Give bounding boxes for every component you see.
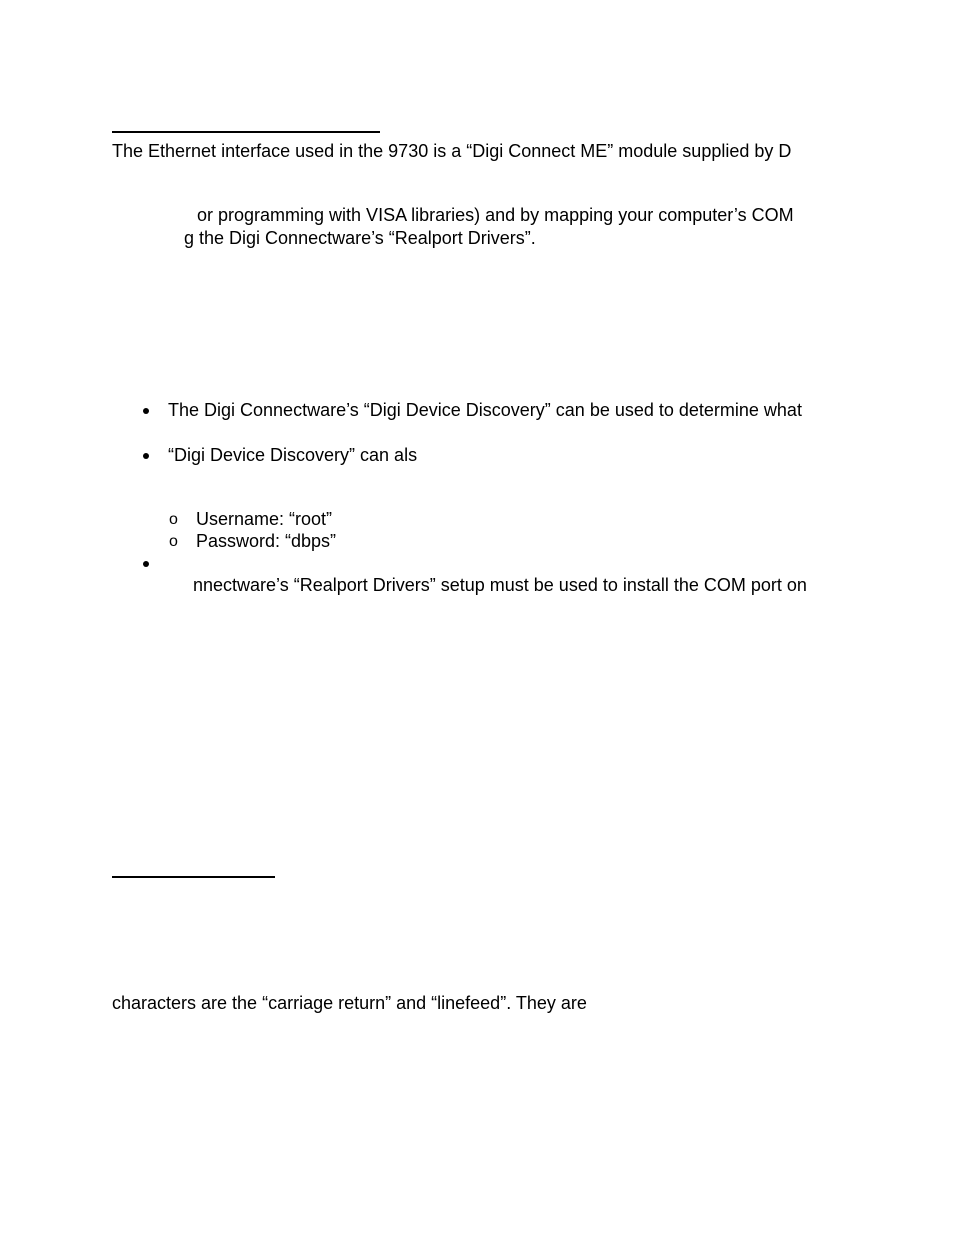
- bullet-item-1: The Digi Connectware’s “Digi Device Discovery” can be used to determine what: [168, 400, 802, 420]
- section1-line3-text: g the Digi Connectware’s “Realport Drivers”.: [184, 228, 536, 248]
- bullet-dot-3: [143, 561, 149, 567]
- bullet-item-2: “Digi Device Discovery” can als: [168, 445, 418, 465]
- credential-username: Username: “root”: [196, 509, 333, 529]
- bullet-dot-2: [143, 453, 149, 459]
- section2-line1-text: characters are the “carriage return” and “linefeed”. They are: [112, 993, 587, 1013]
- bullet-item-3-continuation: nnectware’s “Realport Drivers” setup must be used to install the COM port on: [193, 575, 807, 595]
- sub-bullet-marker-password: o: [169, 533, 178, 550]
- section2-heading-underline: [112, 876, 275, 878]
- section1-heading-underline: [112, 131, 380, 133]
- sub-bullet-marker-username: o: [169, 511, 178, 528]
- section1-line2-text: or programming with VISA libraries) and by mapping your computer’s COM: [197, 205, 794, 225]
- credential-password: Password: “dbps”: [196, 531, 337, 551]
- section1-intro-text: The Ethernet interface used in the 9730 is a “Digi Connect ME” module supplied by D: [112, 141, 792, 161]
- bullet-dot-1: [143, 408, 149, 414]
